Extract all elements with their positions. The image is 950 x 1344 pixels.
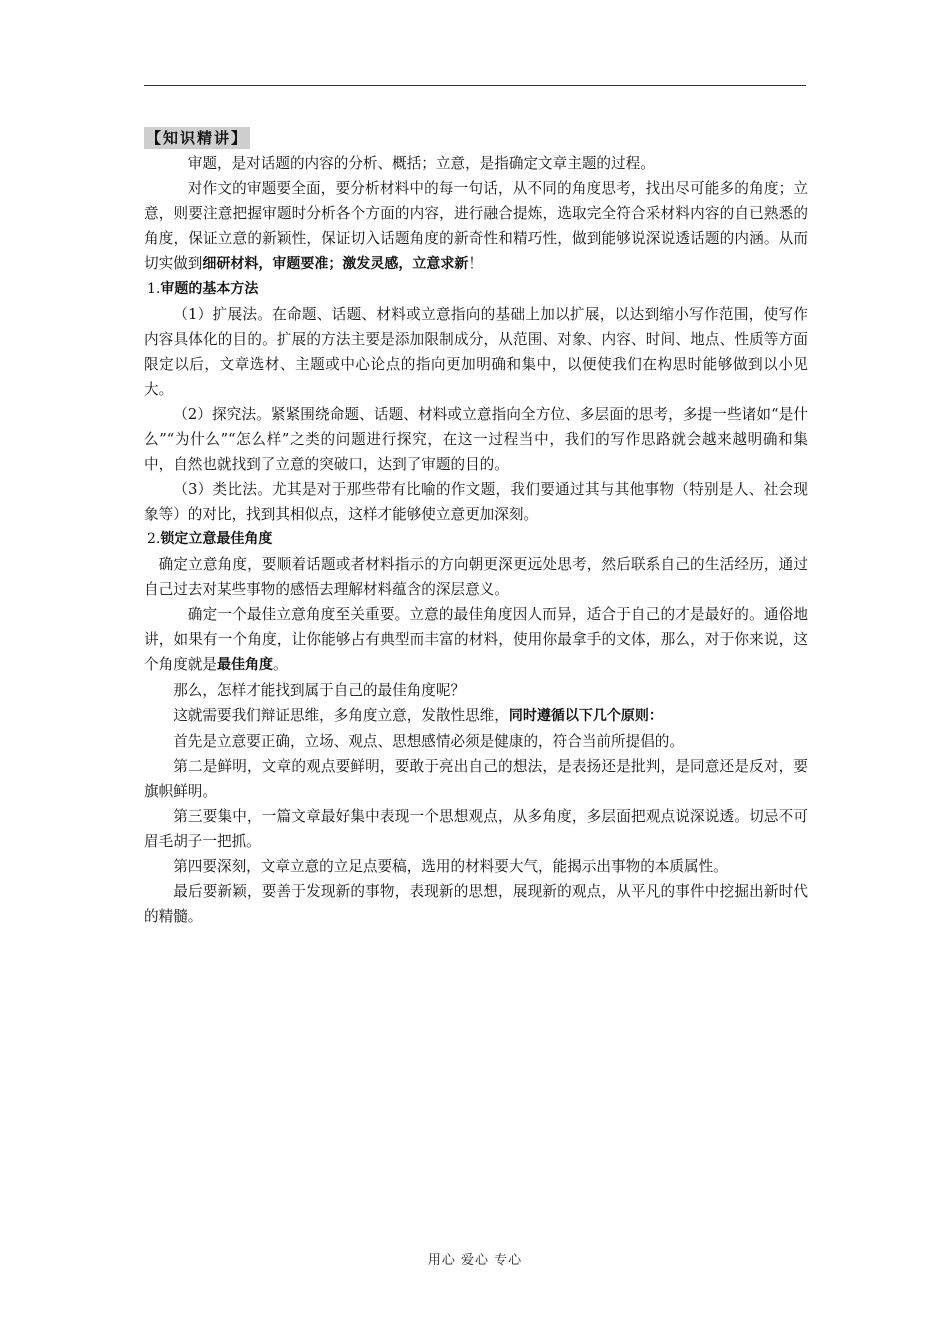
method-expand: （1）扩展法。在命题、话题、材料或立意指向的基础上加以扩展，以达到缩小写作范围，使写作内容具体化的目的。扩展的方法主要是添加限制成分，从范围、对象、内容、时间、地点、性质等方面限定以后，文章选材、主题或中心论点的指向更加明确和集中，以便使我们在构思时能够做到以小见大。	[144, 306, 808, 398]
angle-question: 那么，怎样才能找到属于自己的最佳角度呢？	[173, 682, 466, 699]
section-1-heading	[144, 277, 808, 302]
principle-distinct: 第二是鲜明，文章的观点要鲜明，要敢于亮出自己的想法，是表扬还是批判，是同意还是反对，要旗帜鲜明。	[144, 758, 808, 800]
intro-paragraph-2	[144, 176, 808, 277]
principle-profound: 第四要深刻，文章立意的立足点要稿，选用的材料要大气，能揭示出事物的本质属性。	[173, 858, 728, 875]
section-tag	[144, 126, 808, 151]
section-2-number: 2.	[147, 531, 161, 547]
method-explore: （2）探究法。紧紧围绕命题、话题、材料或立意指向全方位、多层面的思考，多提一些诸如“是什么”“为什么”“怎么样”之类的问题进行探究，在这一过程当中，我们的写作思路就会越来越明确和集中，自然也就找到了立意的突破口，达到了审题的目的。	[144, 406, 808, 473]
principle-novel: 最后要新颖，要善于发现新的事物，表现新的思想，展现新的观点，从平凡的事件中挖掘出新时代的精髓。	[144, 883, 808, 925]
page-footer: 用心 爱心 专心	[427, 1253, 523, 1268]
section-2-title: 锁定立意最佳角度	[160, 531, 273, 547]
angle-paragraph-2	[144, 602, 808, 678]
angle-paragraph-2-text: 确定一个最佳立意角度至关重要。立意的最佳角度因人而异，适合于自己的才是最好的。通俗地讲，如果有一个角度，让你能够占有典型而丰富的材料，使用你最拿手的文体，那么，对于你来说，这个角度就是	[144, 606, 808, 673]
section-1-number: 1.	[147, 281, 161, 297]
angle-principles-intro	[144, 703, 808, 729]
angle-paragraph-1: 确定立意角度，要顺着话题或者材料指示的方向朝更深更远处思考，然后联系自己的生活经历，通过自己过去对某些事物的感悟去理解材料蕴含的深层意义。	[144, 556, 808, 598]
principle-correct: 首先是立意要正确，立场、观点、思想感情必须是健康的，符合当前所提倡的。	[173, 733, 684, 750]
angle-paragraph-2-end: 。	[272, 656, 288, 673]
section-1-title: 审题的基本方法	[160, 281, 259, 297]
intro-paragraph-1: 审题，是对话题的内容的分析、概括；立意，是指确定文章主题的过程。	[187, 155, 655, 172]
method-analogy: （3）类比法。尤其是对于那些带有比喻的作文题，我们要通过其与其他事物（特别是人、社会现象等）的对比，找到其相似点，这样才能够使立意更加深刻。	[144, 481, 808, 523]
principle-focused: 第三要集中，一篇文章最好集中表现一个思想观点，从多角度，多层面把观点说深说透。切忌不可眉毛胡子一把抓。	[144, 808, 808, 850]
angle-principles-intro-bold: 同时遵循以下几个原则：	[508, 708, 663, 724]
intro-paragraph-2-end: ！	[468, 255, 483, 272]
document-body	[144, 126, 808, 929]
section-2-heading	[144, 527, 808, 552]
section-tag-label: 【知识精讲】	[146, 129, 249, 147]
header-rule	[144, 85, 806, 86]
angle-principles-intro-text: 这就需要我们辩证思维，多角度立意，发散性思维，	[173, 707, 509, 724]
angle-paragraph-2-bold: 最佳角度	[216, 657, 273, 673]
intro-paragraph-2-text: 对作文的审题要全面，要分析材料中的每一句话，从不同的角度思考，找出尽可能多的角度；立意，则要注意把握审题时分析各个方面的内容，进行融合提炼，选取完全符合采材料内容的自已熟悉的角度，保证立意的新颖性，保证切入话题角度的新奇性和精巧性，做到能够说深说透话题的内涵。从而切实做到	[144, 180, 808, 272]
intro-paragraph-2-bold: 细研材料，审题要准；激发灵感，立意求新	[202, 256, 469, 272]
